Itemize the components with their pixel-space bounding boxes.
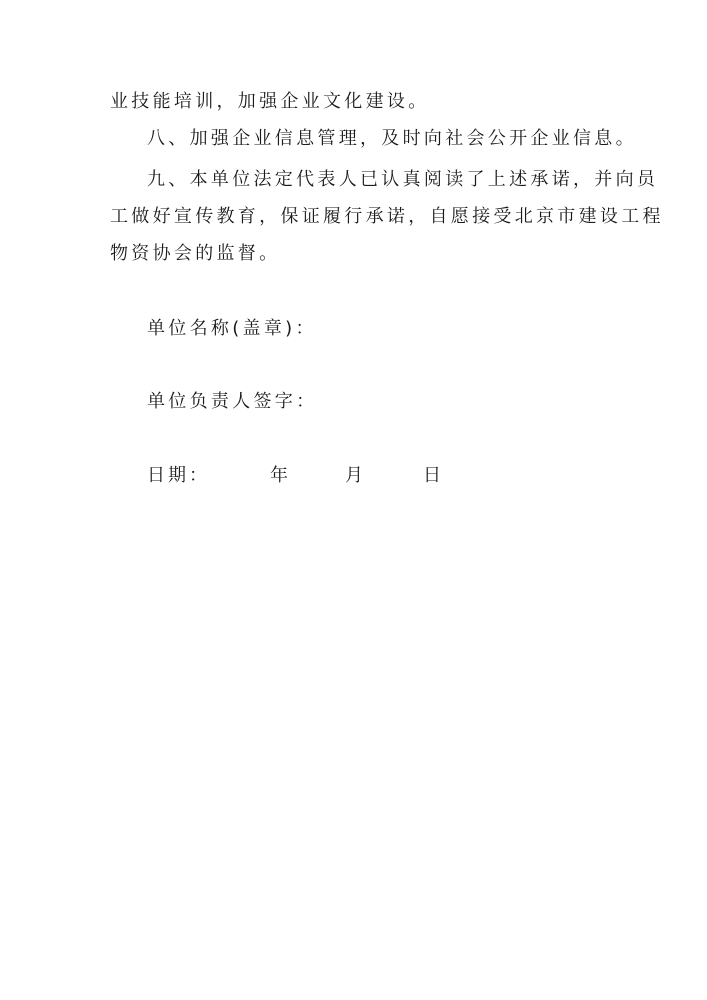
paragraph-7-tail: 业技能培训，加强企业文化建设。	[110, 91, 430, 112]
date-year-label: 年	[270, 465, 288, 486]
date-month-label: 月	[345, 465, 363, 486]
commitment-item-9-line-3: 物资协会的监督。	[110, 243, 281, 264]
commitment-item-9-line-1: 九、本单位法定代表人已认真阅读了上述承诺，并向员	[147, 169, 659, 190]
company-name-seal-label: 单位名称(盖章)：	[147, 318, 317, 339]
date-label: 日期：	[147, 465, 210, 486]
responsible-person-signature-label: 单位负责人签字：	[147, 391, 318, 412]
commitment-item-9-line-2: 工做好宣传教育，保证履行承诺，自愿接受北京市建设工程	[110, 206, 664, 227]
date-day-label: 日	[423, 465, 441, 486]
commitment-item-8: 八、加强企业信息管理，及时向社会公开企业信息。	[147, 128, 637, 149]
